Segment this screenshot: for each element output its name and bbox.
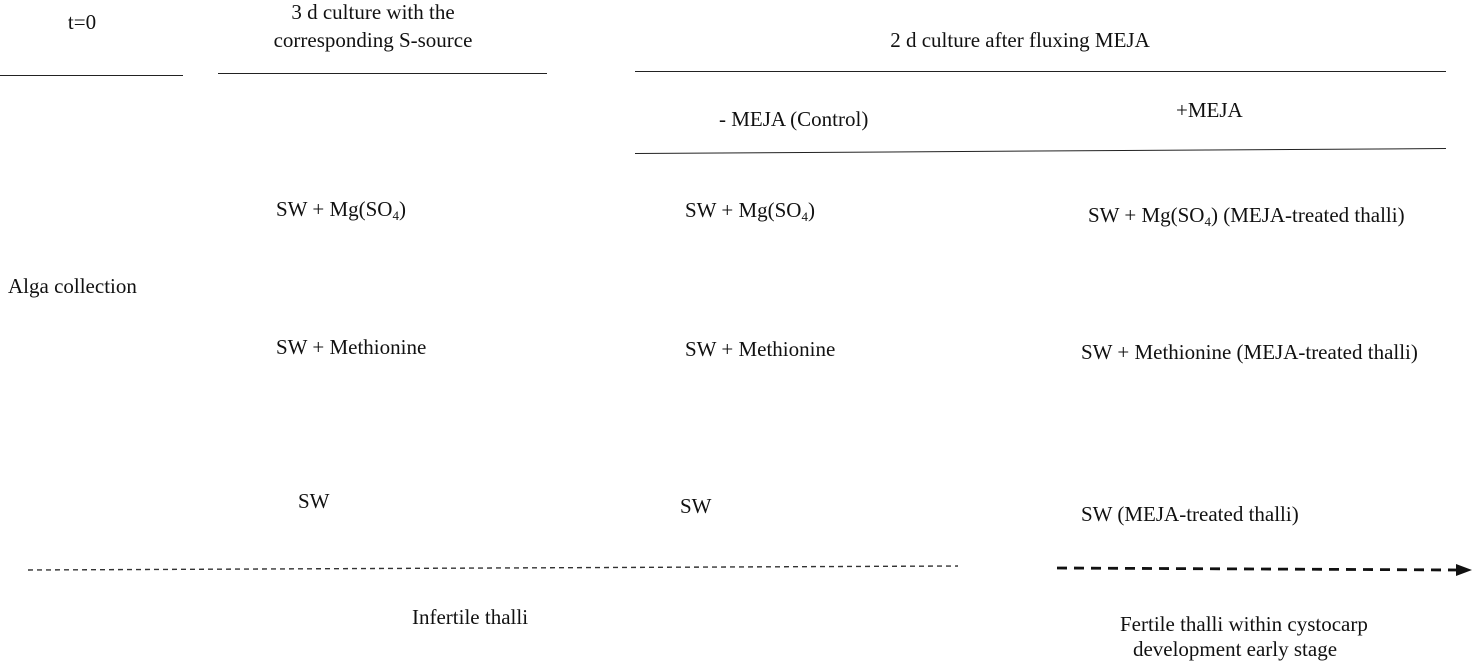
fertile-thalli-line2: development early stage	[1132, 637, 1338, 661]
culture-methionine-label: SW + Methionine	[276, 335, 427, 359]
fertile-dashed-arrow	[1057, 568, 1458, 570]
control-sw-label: SW	[680, 494, 712, 518]
fertile-thalli-line1: Fertile thalli within cystocarp	[1120, 612, 1368, 636]
control-header: - MEJA (Control)	[719, 107, 869, 131]
treated-mg-label: SW + $Mg(SO_4)$ (MEJA-treated thalli)	[1088, 203, 1405, 229]
treated-header: +MEJA	[1176, 98, 1243, 122]
infertile-dashed-line	[28, 566, 958, 570]
culture-header-line1: 3 d culture with the	[291, 0, 455, 24]
alga-collection-label: Alga collection	[8, 274, 137, 298]
culture-mg-label: SW + $Mg(SO_4)$	[276, 197, 406, 223]
culture-header-line2: corresponding S-source	[273, 28, 473, 52]
t0-header: t=0	[67, 10, 97, 34]
control-methionine-label: SW + Methionine	[685, 337, 836, 361]
control-mg-label: SW + $Mg(SO_4)$	[685, 198, 815, 224]
culture-sw-label: SW	[298, 489, 330, 513]
treated-methionine-label: SW + Methionine (MEJA-treated thalli)	[1081, 340, 1418, 364]
fertile-arrow-head	[1456, 564, 1472, 576]
after-meja-header: 2 d culture after fluxing MEJA	[890, 28, 1150, 52]
treated-sw-label: SW (MEJA-treated thalli)	[1081, 502, 1299, 526]
infertile-thalli-label: Infertile thalli	[412, 605, 529, 629]
